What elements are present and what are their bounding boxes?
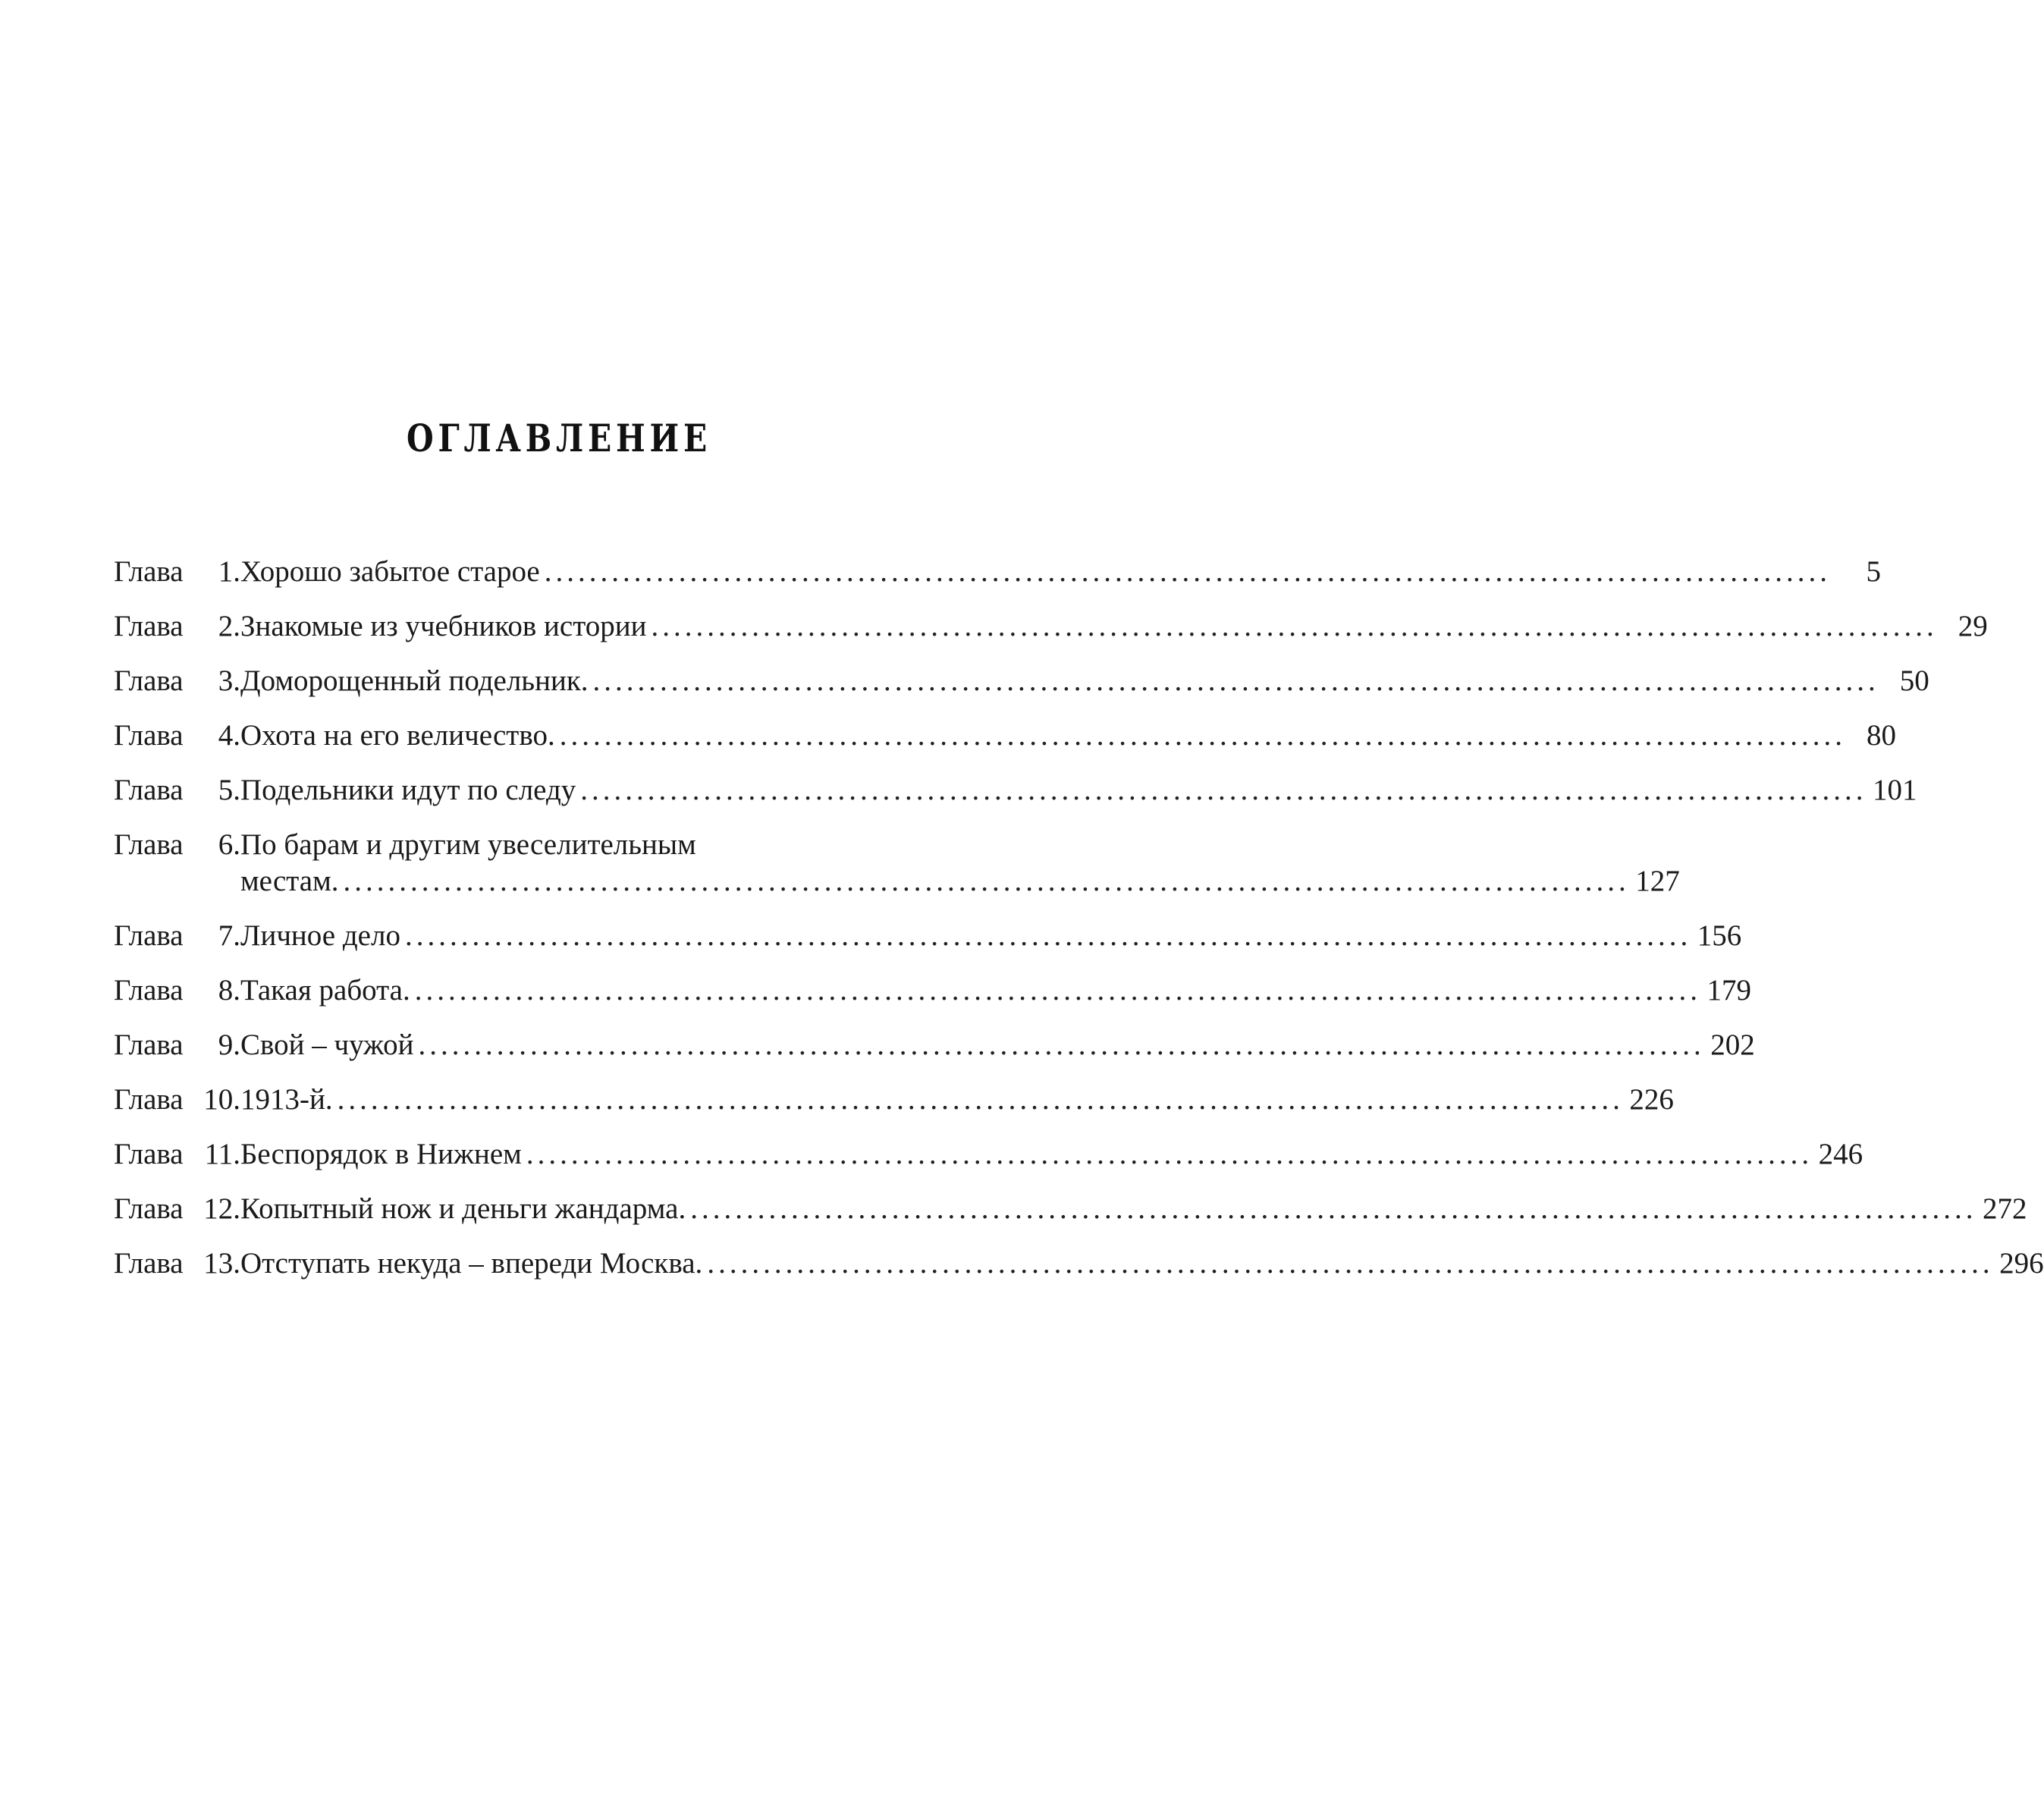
chapter-number: 2.: [218, 610, 240, 642]
dot-leader: ...................................................................................................................: [404, 919, 1692, 952]
chapter-title: Знакомые из учебников истории: [240, 610, 647, 642]
chapter-number: 13.: [203, 1247, 240, 1280]
chapter-prefix: Глава: [114, 610, 184, 642]
chapter-title: Отступать некуда – впереди Москва.: [240, 1247, 703, 1280]
dot-leader: ...................................................................................................................: [526, 1138, 1813, 1170]
chapter-title: Копытный нож и деньги жандарма.: [240, 1192, 686, 1225]
chapter-prefix: Глава: [114, 1029, 184, 1061]
chapter-number: 11.: [204, 1138, 240, 1170]
chapter-prefix: Глава: [114, 919, 184, 952]
toc-entry[interactable]: [114, 1245, 2044, 1282]
chapter-prefix: Глава: [114, 555, 184, 588]
toc-entry[interactable]: [114, 918, 1742, 954]
chapter-prefix: Глава: [114, 1138, 184, 1170]
toc-entry[interactable]: [114, 1191, 2027, 1227]
table-of-contents: [114, 554, 2044, 1300]
page-title: ОГЛАВЛЕНИЕ: [407, 416, 711, 460]
chapter-title: Подельники идут по следу: [240, 774, 576, 806]
dot-leader: ...................................................................................................................: [690, 1192, 1977, 1225]
chapter-title: Свой – чужой: [240, 1029, 414, 1061]
chapter-title-line1: По барам и другим увеселительным: [240, 828, 696, 861]
page-number: 272: [1982, 1192, 2027, 1225]
dot-leader: ...................................................................................................................: [544, 555, 1831, 588]
toc-entry[interactable]: [114, 772, 1917, 809]
chapter-number: 7.: [218, 919, 240, 952]
dot-leader: ...................................................................................................................: [418, 1029, 1705, 1061]
toc-entry[interactable]: [114, 718, 1896, 754]
dot-leader: ...................................................................................................................: [651, 610, 1938, 642]
chapter-title: Личное дело: [240, 919, 400, 952]
page-number: 179: [1706, 974, 1751, 1007]
toc-entry[interactable]: [114, 1027, 1755, 1063]
toc-entry[interactable]: [114, 1082, 1674, 1118]
chapter-number: 4.: [218, 719, 240, 752]
chapter-prefix: Глава: [114, 828, 184, 861]
toc-entry[interactable]: [114, 1136, 1863, 1173]
chapter-prefix: Глава: [114, 719, 184, 752]
chapter-prefix: Глава: [114, 1192, 184, 1225]
dot-leader: ...................................................................................................................: [559, 719, 1846, 752]
chapter-title: 1913-й.: [240, 1083, 333, 1116]
chapter-title-line2: местам.: [240, 865, 339, 897]
chapter-prefix: Глава: [114, 1247, 184, 1280]
chapter-number: 10.: [203, 1083, 240, 1116]
chapter-number: 1.: [218, 555, 240, 588]
toc-entry[interactable]: [114, 972, 1751, 1009]
chapter-title: Доморощенный подельник.: [240, 664, 589, 697]
chapter-number: 12.: [203, 1192, 240, 1225]
chapter-prefix: Глава: [114, 974, 184, 1007]
dot-leader: ...................................................................................................................: [414, 974, 1701, 1007]
page-number: 296: [1999, 1247, 2044, 1280]
toc-entry[interactable]: [114, 663, 1929, 699]
chapter-prefix: Глава: [114, 664, 184, 697]
page-number: 50: [1899, 664, 1929, 697]
toc-entry[interactable]: [114, 827, 1680, 900]
chapter-title: Такая работа.: [240, 974, 410, 1007]
page-number: 101: [1873, 774, 1917, 806]
dot-leader: ...................................................................................................................: [580, 774, 1867, 806]
chapter-prefix: Глава: [114, 1083, 184, 1116]
page-number: 202: [1710, 1029, 1755, 1061]
chapter-number: 3.: [218, 664, 240, 697]
toc-entry[interactable]: [114, 608, 1988, 645]
page-number: 246: [1818, 1138, 1863, 1170]
chapter-number: 8.: [218, 974, 240, 1007]
chapter-number: 5.: [218, 774, 240, 806]
page-number: 156: [1697, 919, 1742, 952]
toc-entry[interactable]: [114, 554, 1881, 590]
page-number: 29: [1958, 610, 1988, 642]
dot-leader: ...................................................................................................................: [337, 1083, 1624, 1116]
chapter-prefix: Глава: [114, 774, 184, 806]
page-number: 5: [1866, 555, 1881, 588]
chapter-title: Хорошо забытое старое: [240, 555, 540, 588]
page-number: 127: [1635, 865, 1680, 897]
dot-leader: ...................................................................................................................: [707, 1247, 1994, 1280]
chapter-title: Беспорядок в Нижнем: [240, 1138, 522, 1170]
dot-leader: ...................................................................................................................: [592, 664, 1879, 697]
page-number: 226: [1629, 1083, 1674, 1116]
chapter-title: Охота на его величество.: [240, 719, 555, 752]
chapter-number: 6.: [218, 828, 240, 861]
dot-leader: ...................................................................................................................: [343, 865, 1630, 897]
chapter-number: 9.: [218, 1029, 240, 1061]
page-number: 80: [1867, 719, 1896, 752]
